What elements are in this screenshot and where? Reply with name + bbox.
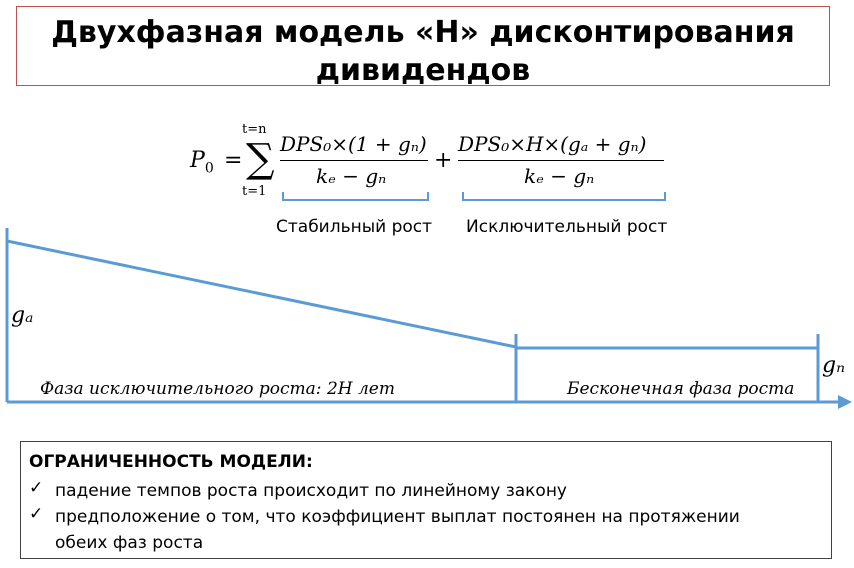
checkmark-icon: ✓ bbox=[29, 504, 44, 524]
sum-lower-limit: t=1 bbox=[242, 184, 267, 199]
phase1-label: Фаза исключительного роста: 2Н лет bbox=[40, 379, 395, 399]
limitation-text-2: предположение о том, что коэффициент выплат постоянен на протяжении обеих фаз роста bbox=[55, 507, 740, 553]
limitations-title: ОГРАНИЧЕННОСТЬ МОДЕЛИ: bbox=[29, 452, 313, 472]
stable-bracket bbox=[283, 192, 428, 200]
growth-diagram bbox=[0, 224, 854, 414]
term2-denominator: kₑ − gₙ bbox=[524, 164, 595, 188]
ga-label: gₐ bbox=[11, 303, 34, 328]
gn-label: gₙ bbox=[822, 353, 845, 378]
limitation-item-1 bbox=[29, 478, 795, 504]
limitation-text-1: падение темпов роста происходит по линейному закону bbox=[55, 481, 567, 501]
term1-denominator: kₑ − gₙ bbox=[316, 164, 387, 188]
term1-numerator: DPS₀×(1 + gₙ) bbox=[280, 132, 427, 156]
declining-growth-line bbox=[7, 241, 516, 347]
phase2-label: Бесконечная фаза роста bbox=[567, 379, 795, 399]
formula-lhs: $P_0$ bbox=[190, 148, 214, 177]
exceptional-growth-label: Исключительный рост bbox=[466, 217, 668, 237]
formula-equals: = bbox=[224, 148, 243, 173]
limitation-item-2 bbox=[29, 504, 795, 556]
limitations-box bbox=[20, 441, 832, 559]
exceptional-bracket bbox=[463, 192, 665, 200]
title-line-1: Двухфазная модель «Н» дисконтирования bbox=[51, 15, 795, 50]
checkmark-icon: ✓ bbox=[29, 478, 44, 498]
term2-numerator: DPS₀×H×(gₐ + gₙ) bbox=[458, 132, 647, 156]
sum-symbol: ∑ bbox=[246, 136, 275, 182]
title-line-2: дивидендов bbox=[315, 53, 531, 88]
sum-upper-limit: t=n bbox=[242, 122, 267, 137]
formula-plus: + bbox=[434, 148, 453, 173]
formula-brackets bbox=[0, 0, 854, 230]
x-axis-arrowhead bbox=[838, 395, 852, 409]
stable-growth-label: Стабильный рост bbox=[276, 217, 433, 237]
